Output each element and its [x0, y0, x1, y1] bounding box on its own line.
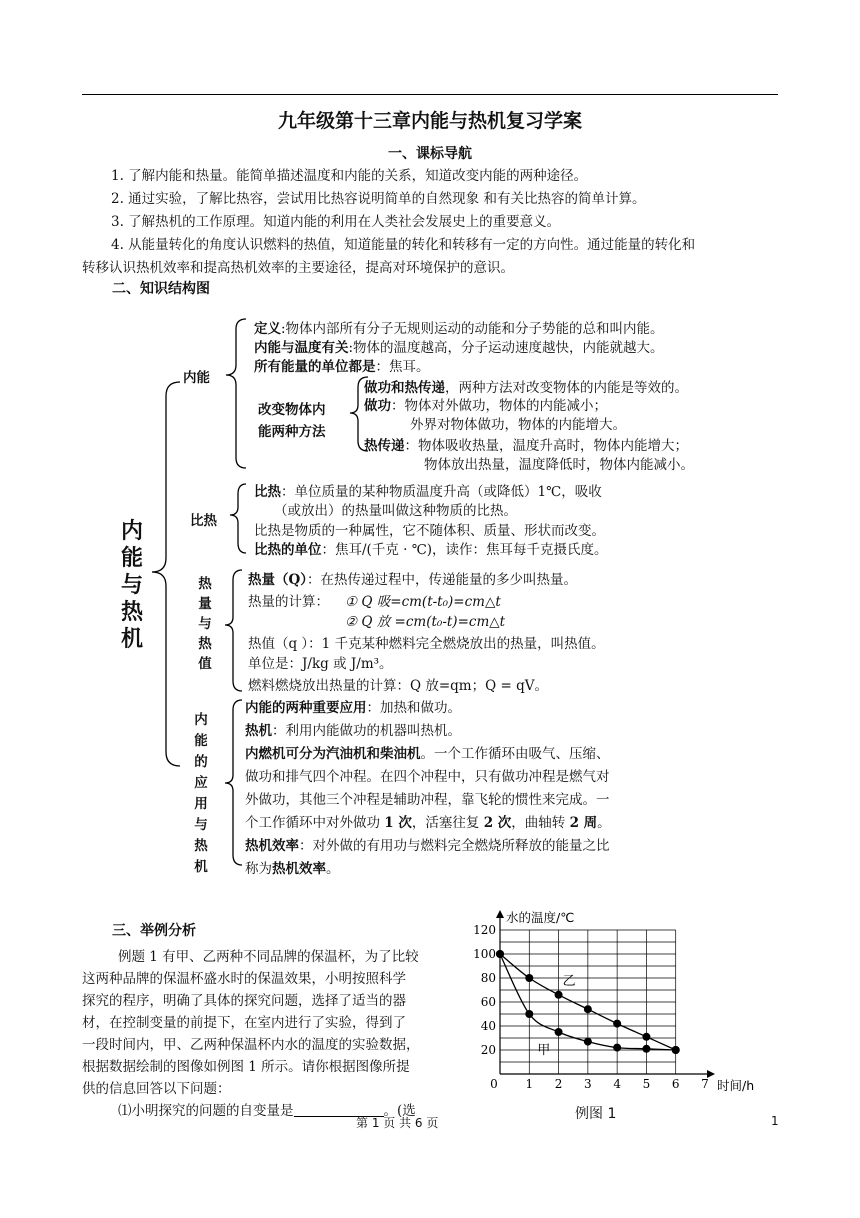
change-label-1: 改变物体内	[258, 402, 326, 418]
branch-yingyong-label: 内能的应用与热机	[194, 712, 208, 875]
reliang-definition: 热量（Q）：在热传递过程中，传递能量的多少叫热量。	[248, 572, 578, 588]
yingyong-ice: 内燃机可分为汽油机和柴油机。一个工作循环由吸气、压缩、	[245, 746, 610, 762]
data-point	[525, 974, 533, 982]
goal-4: 4. 从能量转化的角度认识燃料的热值，知道能量的转化和转移有一定的方向性。通过能量的转化和	[111, 237, 696, 253]
x-tick-label: 5	[642, 1077, 651, 1091]
data-point	[672, 1046, 680, 1054]
chart-caption: 例图 1	[575, 1106, 617, 1122]
x-axis-label: 时间/h	[717, 1078, 755, 1093]
formula-release: ② Q 放 =cm(t₀-t)=cm△t	[345, 614, 506, 630]
yingyong-cycle: 个工作循环中对外做功 1 次，活塞往复 2 次，曲轴转 2 周。	[245, 815, 611, 831]
goal-3: 3. 了解热机的工作原理。知道内能的利用在人类社会发展史上的重要意义。	[111, 214, 561, 230]
page-title: 九年级第十三章内能与热机复习学案	[277, 110, 582, 132]
yingyong-strokes: 做功和排气四个冲程。在四个冲程中，只有做功冲程是燃气对	[245, 769, 610, 785]
data-point	[613, 1020, 621, 1028]
example-line-7: 供的信息回答以下问题：	[82, 1081, 231, 1097]
x-tick-label: 2	[554, 1077, 563, 1091]
y-tick-label: 80	[480, 971, 496, 985]
bire-unit: 比热的单位：焦耳/(千克 · ℃)，读作：焦耳每千克摄氏度。	[254, 542, 608, 558]
page-counter: 第 1 页 共 6 页	[356, 1116, 439, 1130]
data-point	[642, 1045, 650, 1053]
y-tick-label: 40	[480, 1019, 496, 1033]
root-label: 内能与热机	[120, 518, 143, 652]
y-tick-label: 120	[473, 923, 496, 937]
page-number: 1	[771, 1114, 779, 1128]
reliang-calc-label: 热量的计算：	[248, 594, 329, 610]
yingyong-heat-engine: 热机：利用内能做功的机器叫热机。	[245, 723, 461, 739]
branch-bire-label: 比热	[190, 513, 217, 529]
reliang-fuel-calc: 燃料燃烧放出热量的计算：Q 放=qm；Q = qV。	[248, 678, 548, 694]
yingyong-efficiency-cont: 称为热机效率。	[245, 861, 340, 877]
section2-heading: 二、知识结构图	[112, 281, 210, 297]
data-point	[613, 1044, 621, 1052]
y-tick-label: 20	[480, 1043, 496, 1057]
y-tick-label: 60	[480, 995, 496, 1009]
bire-property: 比热是物质的一种属性，它不随体积、质量、形状而改变。	[254, 523, 605, 539]
x-tick-label: 6	[671, 1077, 680, 1091]
temperature-chart	[470, 896, 755, 1136]
branch-neineng-label: 内能	[183, 370, 210, 386]
change-heat-release: 物体放出热量，温度降低时，物体内能减小。	[424, 457, 694, 473]
x-tick-label: 0	[490, 1077, 498, 1091]
section1-heading: 一、课标导航	[388, 146, 472, 162]
yingyong-strokes-cont: 外做功，其他三个冲程是辅助冲程，靠飞轮的惯性来完成。一	[245, 792, 610, 808]
change-equivalent: 做功和热传递，两种方法对改变物体的内能是等效的。	[364, 380, 688, 396]
bire-definition: 比热：单位质量的某种物质温度升高（或降低）1℃，吸收	[254, 484, 602, 500]
goal-4-cont: 转移认识热机效率和提高热机效率的主要途径，提高对环境保护的意识。	[82, 260, 514, 276]
bire-definition-cont: （或放出）的热量叫做这种物质的比热。	[274, 503, 517, 519]
series-label: 乙	[562, 973, 576, 989]
goal-2: 2. 通过实验，了解比热容，尝试用比热容说明简单的自然现象 和有关比热容的简单计算。	[111, 191, 646, 207]
change-work-out: 做功：物体对外做功，物体的内能减小；	[364, 398, 607, 414]
goal-1: 1. 了解内能和热量。能简单描述温度和内能的关系，知道改变内能的两种途径。	[111, 168, 588, 184]
y-tick-label: 100	[473, 947, 496, 961]
y-axis-arrow	[496, 910, 504, 918]
data-point	[584, 1005, 592, 1013]
reliang-unit: 单位是：J/kg 或 J/m³。	[248, 656, 393, 672]
example-line-6: 根据数据绘制的图像如例图 1 所示。请你根据图像所提	[82, 1059, 410, 1075]
change-label-2: 能两种方法	[258, 424, 326, 440]
x-tick-label: 1	[525, 1077, 534, 1091]
neineng-unit: 所有能量的单位都是：焦耳。	[254, 359, 430, 375]
reliang-heat-value: 热值（q ）：1 千克某种燃料完全燃烧放出的热量，叫热值。	[248, 636, 605, 652]
x-tick-label: 4	[613, 1077, 621, 1091]
change-heat-absorb: 热传递：物体吸收热量，温度升高时，物体内能增大；	[364, 438, 688, 454]
data-point	[525, 1010, 533, 1018]
example-line-4: 材，在控制变量的前提下，在室内进行了实验，得到了	[82, 1015, 406, 1031]
example-line-5: 一段时间内，甲、乙两种保温杯内水的温度的实验数据，	[82, 1037, 420, 1053]
neineng-temperature: 内能与温度有关:物体的温度越高，分子运动速度越快，内能就越大。	[254, 340, 664, 356]
branch-reliang-label: 热量与热值	[198, 576, 212, 672]
example-line-3: 探究的程序，明确了具体的探究问题，选择了适当的器	[82, 993, 406, 1009]
x-tick-label: 7	[701, 1077, 709, 1091]
example-line-2: 这两种品牌的保温杯盛水时的保温效果，小明按照科学	[82, 971, 406, 987]
yingyong-efficiency: 热机效率：对外做的有用功与燃料完全燃烧所释放的能量之比	[245, 838, 610, 854]
neineng-definition: 定义:物体内部所有分子无规则运动的动能和分子势能的总和叫内能。	[254, 321, 664, 337]
data-point	[584, 1038, 592, 1046]
example-line-1: 例题 1 有甲、乙两种不同品牌的保温杯，为了比较	[118, 949, 419, 965]
data-point	[642, 1033, 650, 1041]
change-work-in: 外界对物体做功，物体的内能增大。	[410, 417, 626, 433]
series-label: 甲	[537, 1043, 551, 1058]
y-axis-label: 水的温度/℃	[506, 910, 575, 925]
section3-heading: 三、举例分析	[112, 923, 196, 939]
question-1: ⑴小明探究的问题的自变量是 。(选	[118, 1103, 416, 1119]
x-tick-label: 3	[584, 1077, 592, 1091]
data-point	[555, 991, 563, 999]
data-point	[555, 1028, 563, 1036]
yingyong-two-uses: 内能的两种重要应用：加热和做功。	[245, 700, 461, 716]
data-point	[496, 950, 504, 958]
formula-absorb: ① Q 吸=cm(t-t₀)=cm△t	[345, 594, 501, 610]
